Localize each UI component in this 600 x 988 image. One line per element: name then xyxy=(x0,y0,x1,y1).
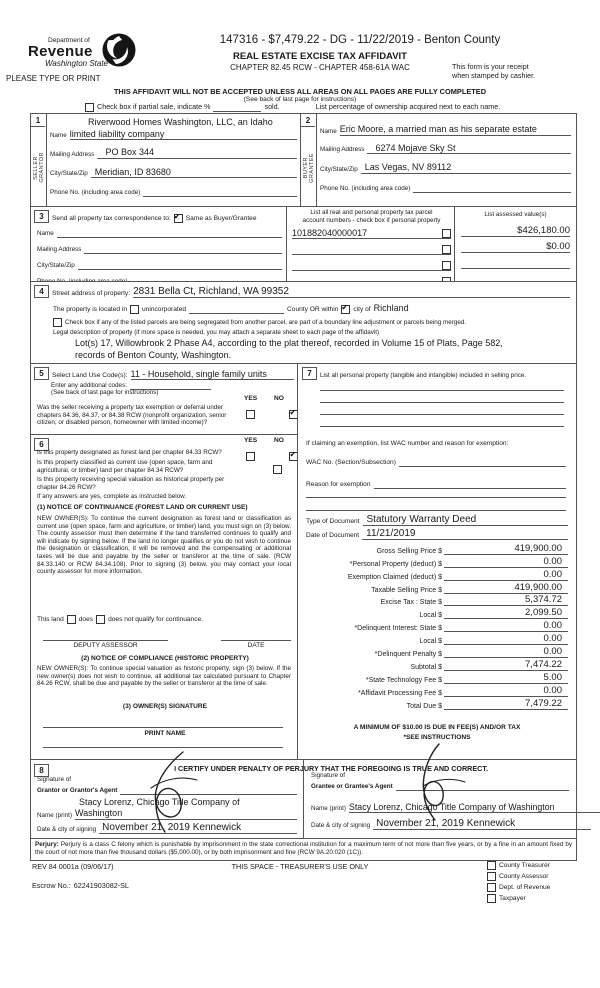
personal-property-blank-3 xyxy=(320,414,564,415)
legal-description-line1: Lot(s) 17, Willowbrook 2 Phase A4, according to the plat thereof, recorded in Volume 15 of Plats, Page 582, xyxy=(75,338,503,348)
fin-row-gross xyxy=(306,542,568,555)
city-value: Richland xyxy=(373,303,409,313)
s6-no-header: NO xyxy=(274,437,284,444)
cashier-stamp-line: 147316 - $7,479.22 - DG - 11/22/2019 - Benton County xyxy=(219,34,501,46)
rev-form-number: REV 84 0001a (09/06/17) xyxy=(32,862,114,871)
personal-property-and-tax-column xyxy=(297,363,577,762)
unincorporated-label: unincorporated xyxy=(142,305,187,313)
send-correspondence-label: Send all property tax correspondence to: xyxy=(52,215,171,222)
treasurer-use-label: THIS SPACE - TREASURER'S USE ONLY xyxy=(231,862,369,871)
subtotal-value: 7,474.22 xyxy=(444,659,568,671)
segregated-label: Check box if any of the listed parcels are being segregated from another parcel, are part of a boundary line adjustment or parcels being merged. xyxy=(65,319,467,327)
reason-blank-3 xyxy=(306,510,566,511)
parcel-row xyxy=(292,259,451,271)
s6-question-3: Is this property receiving special valuation as historical property per chapter 84.26 RCW? xyxy=(37,476,225,491)
s6-question-1: Is this property designated as forest land per chapter 84.33 RCW? xyxy=(37,449,222,456)
owner-signature-line xyxy=(43,727,283,728)
delinquent-interest-local-value: 0.00 xyxy=(444,633,568,645)
land-use-section xyxy=(30,363,300,437)
same-as-buyer-checkbox[interactable] xyxy=(174,214,183,223)
chapter-line: CHAPTER 82.45 RCW - CHAPTER 458-61A WAC xyxy=(230,63,410,72)
parcel-personal-checkbox-1[interactable] xyxy=(442,229,451,238)
certification-section xyxy=(30,759,577,840)
s5-question: Was the seller receiving a property tax exemption or deferral under chapters 84.36, 84.37, or 84.38 RCW (nonprofit organization, senior citizen, or disabled person, homeowner with limited income)? xyxy=(37,404,227,427)
grantee-name-print-label: Name (print) xyxy=(311,805,346,813)
fin-row-taxable xyxy=(306,581,568,594)
fin-row-total-due xyxy=(306,697,568,710)
reason-blank-2 xyxy=(306,497,566,498)
receipt-note-line2: when stamped by cashier. xyxy=(452,70,536,80)
parcel-header-2: account numbers - check box if personal property xyxy=(302,216,441,224)
revenue-wordmark: Revenue xyxy=(28,43,93,60)
delinquent-penalty-label: *Delinquent Penalty $ xyxy=(374,651,442,659)
if-yes-note: If any answers are yes, complete as instructed below. xyxy=(37,493,187,500)
buyer-grantee-side-label xyxy=(301,128,316,207)
wac-no-label: WAC No. (Section/Subsection) xyxy=(306,459,396,466)
exemption-claim-line: If claiming an exemption, list WAC number and reason for exemption: xyxy=(306,440,509,447)
copy-row xyxy=(487,872,550,881)
dept-revenue-label: Dept. of Revenue xyxy=(499,884,551,891)
type-of-document-value: Statutory Warranty Deed xyxy=(363,514,568,526)
partial-sale-label: Check box if partial sale, indicate % xyxy=(97,102,211,112)
notice1-body: NEW OWNER(S): To continue the current designation as forest land or classification as current use (open space, farm and agriculture, or timber) land, you must sign on (3) below. The county assessor must then determine if the land transferred continues to qualify and will indicate by signing below. If the land no longer qualifies or you do not wish to continue the designation or classification, it will be removed and the compensating or additional taxes will be due and payable by the seller or transferor at the time of sale. (RCW 84.33.140 or RCW 84.34.108). Prior to signing (3) below, you may contact your local county assessor for more information. xyxy=(37,515,291,576)
reason-exemption-label: Reason for exemption xyxy=(306,481,371,488)
assessed-header: List assessed value(s) xyxy=(484,211,547,218)
warning-line: THIS AFFIDAVIT WILL NOT BE ACCEPTED UNLESS ALL AREAS ON ALL PAGES ARE FULLY COMPLETED xyxy=(113,87,487,96)
s5-yes-checkbox[interactable] xyxy=(246,410,255,419)
buyer-city-value: Las Vegas, NV 89112 xyxy=(361,162,571,174)
county-treasurer-checkbox[interactable] xyxy=(487,861,496,870)
delinquent-penalty-value: 0.00 xyxy=(444,646,568,658)
does-not-label: does not qualify for continuance. xyxy=(108,616,204,623)
seller-mailing-label: Mailing Address xyxy=(50,150,95,158)
section-2-number: 2 xyxy=(301,114,315,127)
q2-yes-checkbox[interactable] xyxy=(273,465,282,474)
dept-of-label: Department of xyxy=(48,37,90,44)
grantor-signature-of-label: Signature of xyxy=(37,776,71,783)
fin-row-personal xyxy=(306,555,568,568)
affidavit-processing-fee-label: *Affidavit Processing Fee $ xyxy=(358,689,442,697)
state-technology-fee-value: 5.00 xyxy=(444,672,568,684)
date-of-document-value: 11/21/2019 xyxy=(362,528,568,540)
continuance-qualify-row xyxy=(37,615,203,624)
fin-row-delinq-int-state xyxy=(306,619,568,632)
assessed-value-3 xyxy=(461,257,570,269)
personal-property-deduct-value: 0.00 xyxy=(444,556,568,568)
grantor-name-line1: Stacy Lorenz, Chicago Title Company of xyxy=(79,797,240,807)
parcel-header-1: List all real and personal property tax parcel xyxy=(310,209,433,216)
corr-city-blank xyxy=(78,261,282,270)
seller-section xyxy=(30,113,303,208)
seller-city-label: City/State/Zip xyxy=(50,170,88,178)
affidavit-processing-fee-value: 0.00 xyxy=(444,685,568,697)
date-of-document-label: Date of Document xyxy=(306,532,360,539)
partial-sale-percent-blank xyxy=(213,103,261,112)
s5-no-header: NO xyxy=(274,395,284,402)
gross-selling-price-label: Gross Selling Price $ xyxy=(376,547,442,555)
receipt-note-line1: This form is your receipt xyxy=(452,62,529,71)
s6-question-2: Is this property classified as current use (open space, farm and agricultural, or timber) land per chapter 84.34 RCW? xyxy=(37,459,213,474)
buyer-name-value: Eric Moore, a married man as his separate estate xyxy=(340,124,571,136)
grantor-side-word: GRANTOR xyxy=(38,152,45,183)
deputy-date-label: DATE xyxy=(247,642,265,649)
partial-sale-row xyxy=(85,103,575,112)
parcel-row xyxy=(292,243,451,255)
seller-mailing-value: PO Box 344 xyxy=(97,147,297,159)
grantee-signature xyxy=(399,742,469,822)
grantee-date-city-label: Date & city of signing xyxy=(311,822,371,830)
delinquent-interest-state-value: 0.00 xyxy=(444,620,568,632)
same-as-buyer-label: Same as Buyer/Grantee xyxy=(185,215,257,222)
form-title: REAL ESTATE EXCISE TAX AFFIDAVIT xyxy=(232,51,407,62)
minimum-fee-note-2: *SEE INSTRUCTIONS xyxy=(403,734,471,741)
copy-row xyxy=(487,894,550,903)
sold-label: sold. xyxy=(264,102,280,112)
land-does-checkbox[interactable] xyxy=(67,615,76,624)
does-label: does xyxy=(78,616,94,623)
delinquent-interest-local-label: Local $ xyxy=(419,638,442,646)
seller-rail xyxy=(31,114,47,207)
buyer-city-label: City/State/Zip xyxy=(320,165,358,173)
parcel-number-1: 101882040000017 xyxy=(292,227,368,238)
grantor-name-print-label: Name (print) xyxy=(37,811,72,819)
county-treasurer-label: County Treasurer xyxy=(499,862,550,869)
copy-row xyxy=(487,861,550,870)
city-checkbox[interactable] xyxy=(341,305,350,314)
section-8-number: 8 xyxy=(34,764,49,777)
seller-phone-label: Phone No. (including area code) xyxy=(50,189,141,197)
buyer-section xyxy=(300,113,577,208)
tax-computation-block xyxy=(306,542,568,710)
certify-statement: I CERTIFY UNDER PENALTY OF PERJURY THAT THE FOREGOING IS TRUE AND CORRECT. xyxy=(174,764,488,773)
assessed-value-2: $0.00 xyxy=(461,241,570,253)
excise-state-value: 5,374.72 xyxy=(444,594,568,606)
city-of-label: city of xyxy=(353,305,371,313)
parcel-numbers-column xyxy=(286,206,457,283)
excise-local-label: Local $ xyxy=(419,612,442,620)
buyer-rail xyxy=(301,114,317,207)
corr-name-label: Name xyxy=(37,230,54,238)
grantee-name-value: Stacy Lorenz, Chicago Title Company of Washington xyxy=(349,802,600,813)
distribution-copies xyxy=(487,861,550,903)
fin-row-delinq-penalty xyxy=(306,645,568,658)
legal-description-line2: records of Benton County, Washington. xyxy=(75,350,232,360)
seller-name-label: Name xyxy=(50,132,67,140)
land-does-not-checkbox[interactable] xyxy=(96,615,105,624)
property-address-section xyxy=(30,281,577,365)
s6-yes-header: YES xyxy=(244,437,258,444)
located-in-label: The property is located in xyxy=(53,305,128,313)
grantee-side-word: GRANTEE xyxy=(308,152,315,183)
escrow-label: Escrow No.: xyxy=(32,881,71,890)
this-land-label: This land xyxy=(37,616,64,623)
notice2-title: (2) NOTICE OF COMPLIANCE (HISTORIC PROPERTY) xyxy=(81,655,249,662)
grantee-date-city-value: November 21, 2019 Kennewick xyxy=(373,818,591,830)
assessed-values-column xyxy=(454,206,577,283)
street-address-label: Street address of property: xyxy=(52,290,131,297)
personal-property-blank-2 xyxy=(320,402,564,403)
delinquent-interest-state-label: *Delinquent Interest: State $ xyxy=(354,625,442,633)
personal-property-deduct-label: *Personal Property (deduct) $ xyxy=(349,560,442,568)
minimum-fee-note-1: A MINIMUM OF $10.00 IS DUE IN FEE(S) AND/OR TAX xyxy=(353,724,521,731)
perjury-section xyxy=(30,838,577,861)
exemption-claimed-value: 0.00 xyxy=(444,569,568,581)
land-use-label: Select Land Use Code(s): xyxy=(52,372,128,379)
excise-local-value: 2,099.50 xyxy=(444,607,568,619)
county-blank xyxy=(189,305,284,314)
grantor-agent-label: Grantor or Grantor's Agent xyxy=(37,787,118,795)
type-of-document-label: Type of Document xyxy=(306,518,360,525)
corr-name-blank xyxy=(57,229,282,238)
deputy-date-line xyxy=(221,640,291,641)
section-3-number: 3 xyxy=(34,210,49,223)
section-4-number: 4 xyxy=(34,285,49,298)
revenue-swirl-icon xyxy=(101,32,137,68)
personal-property-blank-4 xyxy=(320,426,564,427)
escrow-value: 62241903082-SL xyxy=(73,881,129,890)
parcel-row xyxy=(292,227,451,239)
classification-section xyxy=(30,434,300,762)
warning-sub: (See back of last page for instructions) xyxy=(243,96,357,103)
personal-property-blank-1 xyxy=(320,390,564,391)
state-technology-fee-label: *State Technology Fee $ xyxy=(365,676,442,684)
corr-city-label: City/State/Zip xyxy=(37,262,75,270)
seller-grantor-side-label xyxy=(31,128,46,207)
notice1-title: (1) NOTICE OF CONTINUANCE (FOREST LAND OR CURRENT USE) xyxy=(37,504,248,511)
please-type-label: PLEASE TYPE OR PRINT xyxy=(6,74,101,83)
seller-name-line2: limited liability company xyxy=(70,129,297,141)
personal-property-label: List all personal property (tangible and intangible) included in selling price. xyxy=(320,372,527,380)
county-or-label: County OR within xyxy=(287,305,339,313)
grantor-date-city-value: November 21, 2019 Kennewick xyxy=(99,822,297,834)
fin-row-subtotal xyxy=(306,658,568,671)
exemption-claimed-label: Exemption Claimed (deduct) $ xyxy=(347,573,442,581)
unincorporated-checkbox[interactable] xyxy=(130,305,139,314)
washington-state-label: Washington State xyxy=(45,59,109,68)
county-assessor-checkbox[interactable] xyxy=(487,872,496,881)
deputy-assessor-signature-line xyxy=(43,640,168,641)
fin-row-excise-local xyxy=(306,606,568,619)
section-6-number: 6 xyxy=(34,438,49,451)
street-address-value: 2831 Bella Ct, Richland, WA 99352 xyxy=(133,286,570,298)
print-name-label: PRINT NAME xyxy=(144,730,186,737)
fin-row-excise-state xyxy=(306,594,568,607)
seller-phone-blank xyxy=(143,187,297,197)
q1-yes-checkbox[interactable] xyxy=(246,452,255,461)
buyer-mailing-value: 6274 Mojave Sky St xyxy=(367,143,571,155)
parcel-personal-checkbox-3[interactable] xyxy=(442,261,451,270)
total-due-value: 7,479.22 xyxy=(444,698,568,710)
additional-codes-label: Enter any additional codes: xyxy=(51,382,127,390)
notice2-body: NEW OWNER(S): To continue special valuation as historic property, sign (3) below. If the new owner(s) does not wish to continue, all additional tax calculated pursuant to Chapter 84.26 RCW, shall be due and payable by the seller or transferor at the time of sale. xyxy=(37,665,291,688)
gross-selling-price-value: 419,900.00 xyxy=(444,543,568,555)
perjury-body: Perjury is a class C felony which is punishable by imprisonment in the state correctional institution for a maximum term of not more than five years, or by a fine in an amount fixed by the court of not more than five thousand dollars ($5,000.00), or by both imprisonment and fine (RCW 9A.20.020 (1C)). xyxy=(35,841,572,856)
reason-exemption-blank xyxy=(374,479,566,489)
seller-city-value: Meridian, ID 83680 xyxy=(91,167,297,179)
taxpayer-label: Taxpayer xyxy=(499,895,526,902)
seller-side-word: SELLER xyxy=(32,155,39,180)
subtotal-label: Subtotal $ xyxy=(410,663,442,671)
total-due-label: Total Due $ xyxy=(406,702,442,710)
fin-row-tech-fee xyxy=(306,671,568,684)
section-5-number: 5 xyxy=(34,367,49,380)
excise-state-label: Excise Tax : State $ xyxy=(380,599,442,607)
fin-row-affidavit-fee xyxy=(306,684,568,697)
parcel-personal-checkbox-2[interactable] xyxy=(442,245,451,254)
owners-signature-title: (3) OWNER(S) SIGNATURE xyxy=(122,703,208,710)
copy-row xyxy=(487,883,550,892)
escrow-row xyxy=(32,882,129,891)
land-use-value: 11 - Household, single family units xyxy=(131,369,295,381)
grantor-signature xyxy=(131,748,211,834)
perjury-label: Perjury: xyxy=(35,841,59,848)
s5-yes-header: YES xyxy=(244,395,258,402)
grantor-date-city-label: Date & city of signing xyxy=(37,826,97,834)
deputy-assessor-label: DEPUTY ASSESSOR xyxy=(73,642,138,649)
ownership-note: List percentage of ownership acquired next to each name. xyxy=(315,102,501,112)
segregated-checkbox[interactable] xyxy=(53,318,62,327)
tax-correspondence-section xyxy=(30,206,289,283)
receipt-note xyxy=(452,63,582,80)
county-assessor-label: County Assessor xyxy=(499,873,549,880)
fin-row-delinq-int-local xyxy=(306,632,568,645)
corr-mailing-blank xyxy=(84,245,282,254)
dept-revenue-checkbox[interactable] xyxy=(487,883,496,892)
wac-no-blank xyxy=(399,457,566,467)
buyer-name-label: Name xyxy=(320,127,337,135)
buyer-phone-label: Phone No. (including area code) xyxy=(320,184,411,192)
fin-row-exemption xyxy=(306,568,568,581)
see-back-label: (See back of last page for instructions) xyxy=(51,389,159,396)
grantee-agent-label: Grantee or Grantee's Agent xyxy=(311,783,393,791)
section-7-number: 7 xyxy=(302,367,317,380)
grantee-signature-of-label: Signature of xyxy=(311,772,345,779)
legal-description-label: Legal description of property (if more space is needed, you may attach a separate sheet to each page of the affidavit) xyxy=(53,329,380,336)
taxpayer-checkbox[interactable] xyxy=(487,894,496,903)
assessed-value-1: $426,180.00 xyxy=(461,225,570,237)
partial-sale-checkbox[interactable] xyxy=(85,103,94,112)
signature-divider xyxy=(303,760,304,839)
buyer-phone-blank xyxy=(413,183,571,193)
grantor-name-line2: Washington xyxy=(75,808,297,820)
taxable-selling-price-value: 419,900.00 xyxy=(444,582,568,594)
buyer-mailing-label: Mailing Address xyxy=(320,146,365,154)
buyer-side-word: BUYER xyxy=(302,156,309,179)
taxable-selling-price-label: Taxable Selling Price $ xyxy=(371,586,442,594)
seller-name-line1: Riverwood Homes Washington, LLC, an Idaho xyxy=(88,117,273,127)
section-1-number: 1 xyxy=(31,114,45,127)
corr-mailing-label: Mailing Address xyxy=(37,246,82,254)
